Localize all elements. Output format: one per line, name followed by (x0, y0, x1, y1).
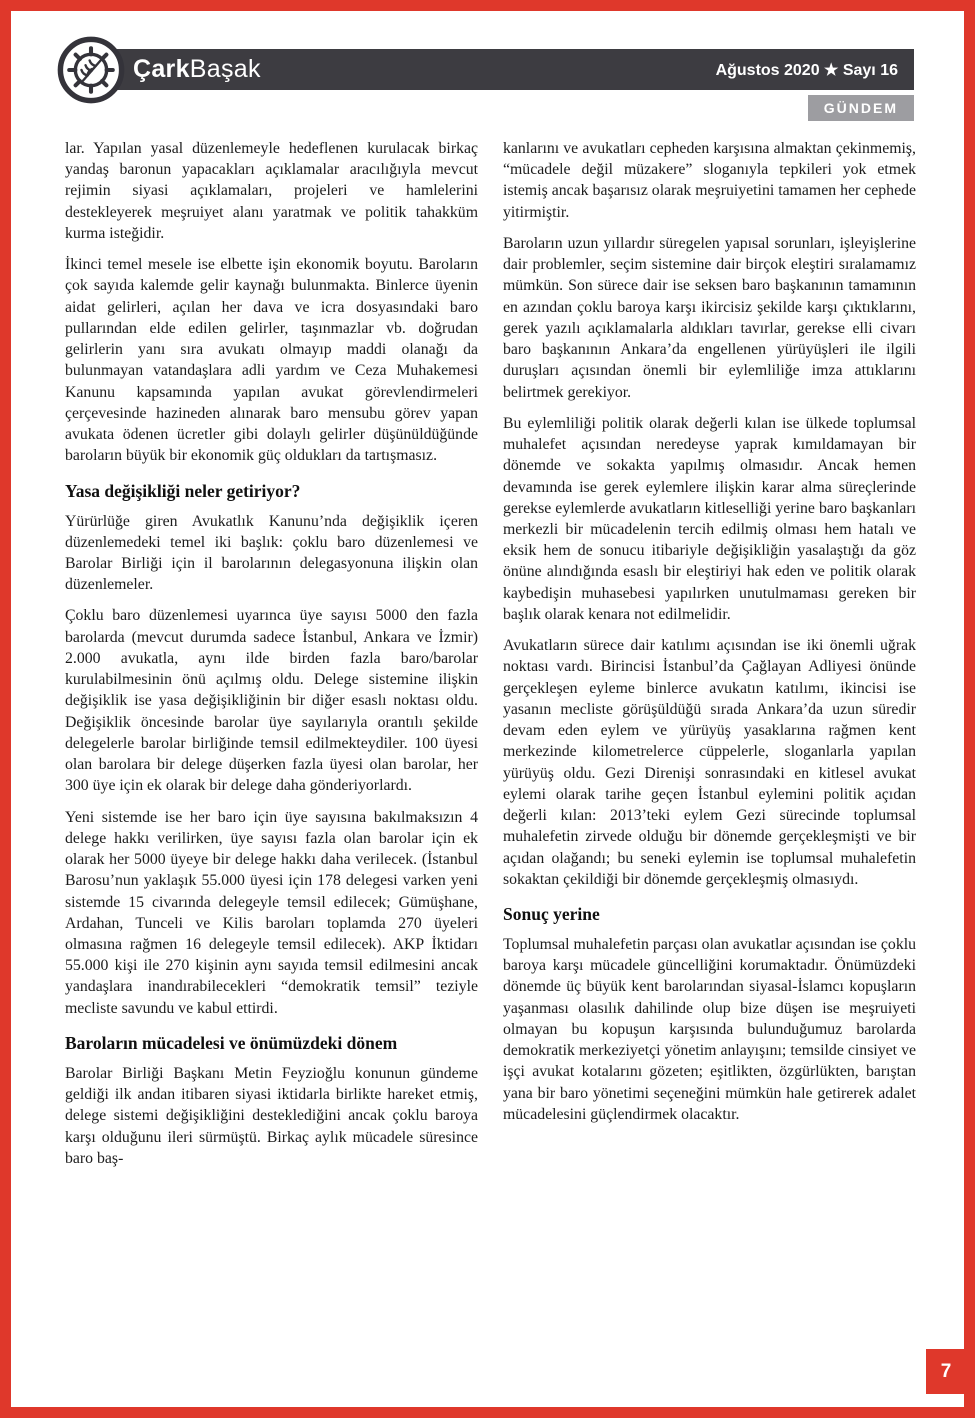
section-heading: Sonuç yerine (503, 903, 600, 924)
issue-date-label: Ağustos 2020 ★ Sayı 16 (715, 61, 898, 79)
body-paragraph: Avukatların sürece dair katılımı açısından ise iki önemli uğrak noktası vardı. Birincisi İstanbul’da Çağlayan Adliyesi önünde gerçekleşen eyleme binlerce avukatın katılımı, ikincisi ise yasanın mecliste görüşüldüğü sırada Ankara’da uzun süredir devam eden eylem ve yürüyüş yasaklarına rağmen kent merkezinde kilometrelerce cüppelerle, sloganlarla yapılan yürüyüş oldu. Gezi Direnişi sonrasındaki en kitlesel avukat eylemi olarak tarihe geçen İstanbul eylemini politik açıdan değerli kılan: 2013’teki eylem Gezi sürecinde toplumsal muhalefetin zirvede olduğu bir dönemde gerçekleşmişti ve bir açıdan olağandı; bu seneki eylemin ise toplumsal muhalefetin sokaktan çekildiği bir dönemde gerçekleşmiş olmasıydı. (503, 637, 916, 888)
body-paragraph: lar. Yapılan yasal düzenlemeyle hedeflenen kurulacak birkaç yandaş baronun yapacakları açıklamalar aracılığıyla mevcut rejimin siyasi açıklamaları, projeleri ve hamlelerini destekleyerek meşruiyet alanı yaratmak ve politik tahakküm kurma isteğidir. (65, 140, 478, 242)
left-column (65, 138, 478, 1377)
magazine-title-light: Başak (189, 55, 261, 83)
body-paragraph: kanlarını ve avukatları cepheden karşısına almaktan çekinmemiş, “mücadele değil müzakere” sloganıyla tepkileri yok etmek istemiş ancak başarısız olarak meşruiyetini tamamen her cephede yitirmiştir. (503, 140, 916, 221)
title-bar (75, 49, 914, 90)
magazine-title (133, 55, 261, 84)
body-paragraph: Toplumsal muhalefetin parçası olan avukatlar açısından ise çoklu baroya karşı mücadele güncelliğini korumaktadır. Önümüzdeki dönemde üç büyük kent barolarından siyasal-İslamcı kopuşların yaşanması olasılık dahilinde olup bize düşen ise meşruiyeti olmayan bu kopuşun karşısında bulunduğumuz barolarda demokratik merkeziyetçi yönetim anlayışını; temsilde cinsiyet ve işçi avukat kotalarını gözeten; eşitlikten, özgürlükten, barıştan yana bir baro yönetimi seçeneğini mümkün hale getirerek adalet mücadelesini güçlendirmek olacaktır. (503, 935, 916, 1123)
section-badge: GÜNDEM (808, 95, 914, 121)
page-number: 7 (926, 1349, 966, 1394)
article-body (65, 138, 916, 1377)
right-column (503, 138, 916, 1377)
magazine-title-bold: Çark (133, 55, 190, 83)
body-paragraph: Baroların uzun yıllardır süregelen yapısal sorunları, işleyişlerine dair problemler, seçim sistemine dair birçok eleştiri sıralamamız mümkün. Son sürece dair ise seksen baro başkanının tamamının en azından çoklu baroya karşı ikircisiz şekilde karşı çıktıklarını, gerek yazılı açıklamalarla aldıkları tavırlar, gerekse elli civarı baro başkanının Ankara’da engellenen yürüyüşleri ile ilgili duruşları açısından önemli bir eylemliliğe imza attıklarını belirtmek gerekiyor. (503, 234, 916, 401)
body-paragraph: Yürürlüğe giren Avukatlık Kanunu’nda değişiklik içeren düzenlemedeki temel iki başlık: çoklu baro düzenlemesi ve Barolar Birliği için il barolarının delegasyonuna ilişkin olan düzenlemeler. (65, 512, 478, 594)
body-paragraph: Çoklu baro düzenlemesi uyarınca üye sayısı 5000 den fazla barolarda (mevcut durumda sadece İstanbul, Ankara ve İzmir) 2.000 avukatla, aynı ilde birden fazla baro/barolar kurulabilmesinin önü açılmış oldu. Delege sistemine ilişkin değişiklik ise yasa değişikliğinin bir diğer esaslı noktası oldu. Değişiklik öncesinde barolar üye sayılarıyla orantılı şekilde delegelerle barolar birliğinde temsil edilmekteydiler. 100 üyesi olan barolara bir delege düşerken fazla üyesi olan barolar, her 300 üye için ek olarak bir delege daha gönderiyorlardı. (65, 607, 478, 795)
body-paragraph: İkinci temel mesele ise elbette işin ekonomik boyutu. Baroların çok sayıda kalemde gelir kaynağı bulunmakta. Binlerce üyenin aidat gelirleri, açılan her dava ve icra dosyasındaki baro pullarından elde edilen gelirler, taşınmazlar vb. doğrudan gelirlerin yanı sıra avukatı olmayıp maddi olanağı da bulunmayan vatandaşlara adli yardım ve Ceza Muhakemesi Kanunu kapsamında yapılan avukat görevlendirmeleri çerçevesinde hazineden alınarak baro mensubu görev yapan avukata ödenen ücretler gibi dolaylı gelirler düşünüldüğünde baroların büyük bir ekonomik güç oldukları da tartışmasız. (65, 256, 478, 465)
tip-gear-wheat-logo-icon (57, 36, 125, 104)
body-paragraph: Bu eylemliliği politik olarak değerli kılan ise ülkede toplumsal muhalefet açısından neredeyse yaprak kımıldamayan bir dönemde ve sokakta yapılmış olmasıdır. Ancak hemen devamında ise gerek eylemlere ilişkin karar alma süreçlerinde gerekse eylemlerde avukatların kitleselliği yerine baro başkanları merkezli bir mücadelenin tercih edilmiş olması hem hatalı ve eksik hem de sonucu itibariyle değişikliğin yasalaştığı da göz önüne alındığında esaslı bir eleştiriyi hak eden ve politik olarak kaybedişin muhasebesi yapılırken unutulmaması gereken bir başlık olarak kenara not edilmelidir. (503, 414, 916, 623)
body-paragraph: Barolar Birliği Başkanı Metin Feyzioğlu konunun gündeme geldiği ilk andan itibaren siyasi iktidarla birlikte hareket etmiş, delege sistemi değişikliğini desteklediğini ancak çoklu baroya karşı olduğunu ileri sürmüştü. Birkaç aylık mücadele süresince baro baş- (65, 1064, 478, 1167)
section-heading: Yasa değişikliği neler getiriyor? (65, 480, 301, 501)
body-paragraph: Yeni sistemde ise her baro için üye sayısına bakılmaksızın 4 delege hakkı verilirken, üye sayısı fazla olan barolar için ek olarak her 5000 üyeye bir delege hakkı daha verilecek. (İstanbul Barosu’nun yaklaşık 55.000 üyesi için 178 delegesi varken yeni sistemde 15 civarında delegeyle temsil edilecek; Gümüşhane, Ardahan, Tunceli ve Kilis baroları toplamda 270 üyeleri olmasına rağmen 16 delegeyle temsil edilecek). AKP İktidarı 55.000 kişi ile 270 kişinin aynı sayıda temsil edilmesini ancak yandaşlara inandırabilecekleri “demokratik temsil” teziyle mecliste savundu ve kabul ettirdi. (65, 808, 478, 1017)
section-heading: Baroların mücadelesi ve önümüzdeki dönem (65, 1032, 398, 1053)
